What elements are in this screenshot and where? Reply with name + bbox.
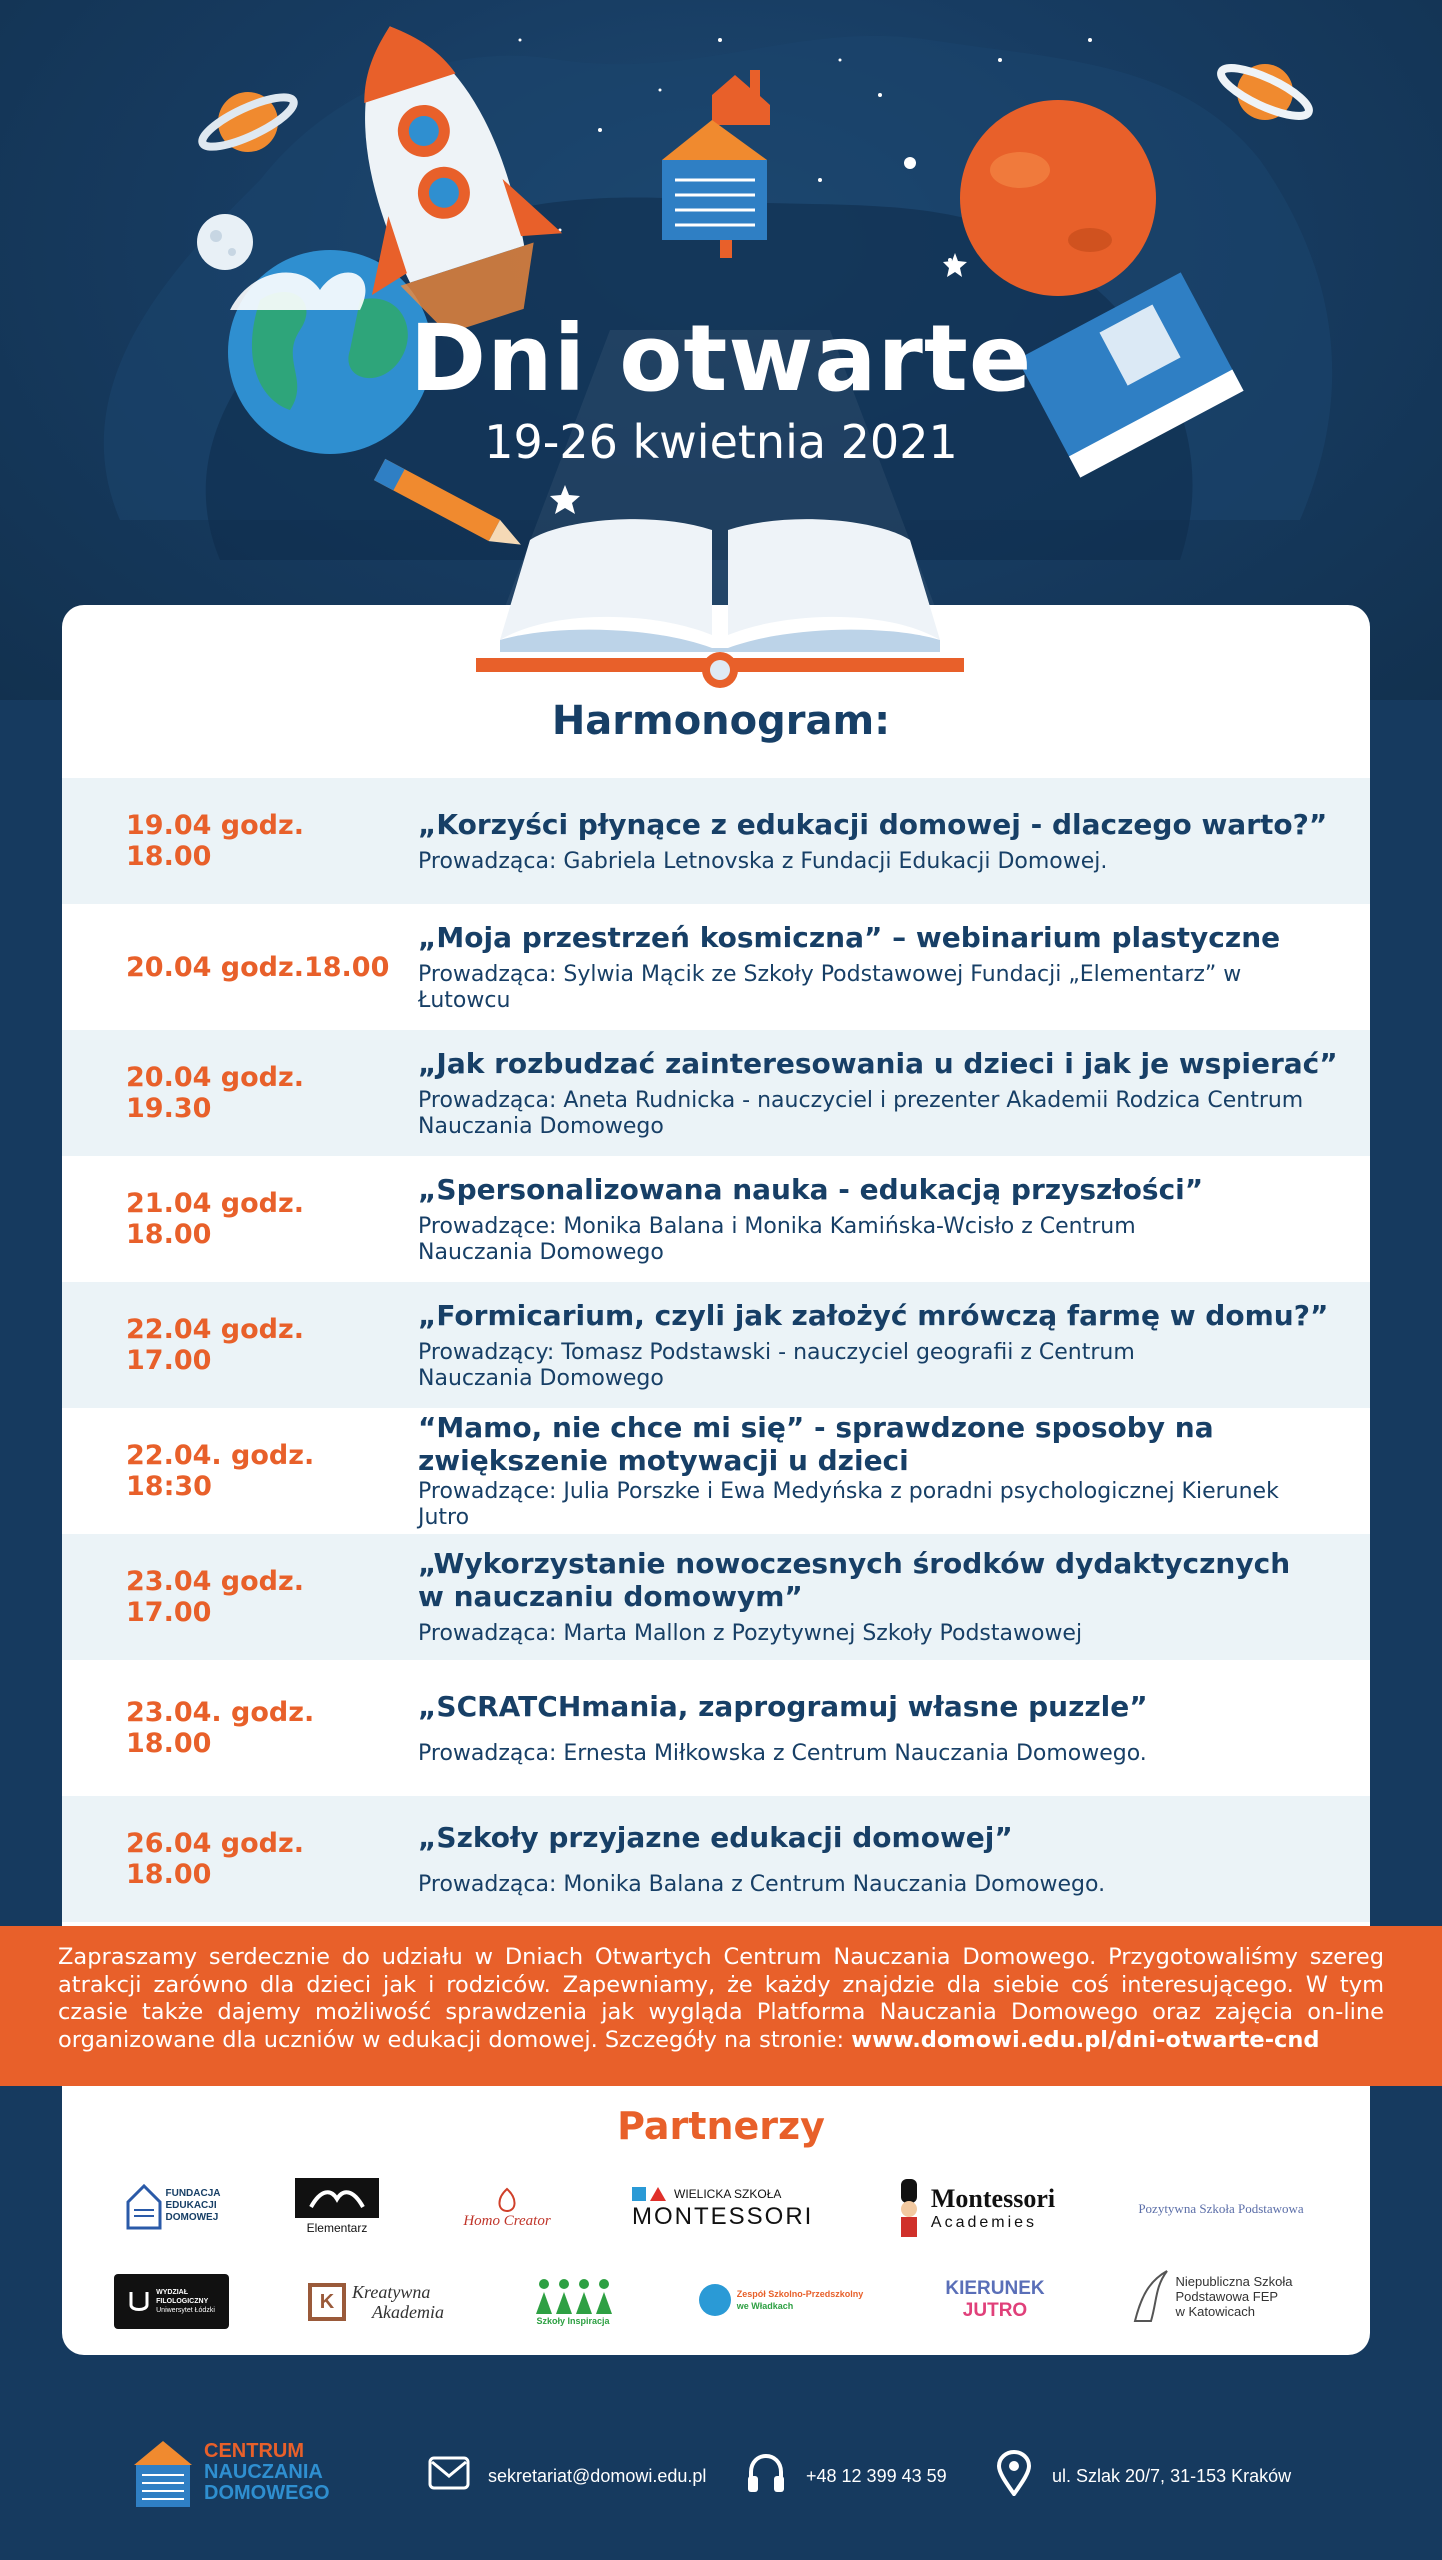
event-host: Prowadząca: Marta Mallon z Pozytywnej Szkoły Podstawowej [418,1621,1083,1646]
hero-title: Dni otwarte [409,305,1033,412]
event-title: „Szkoły przyjazne edukacji domowej” [418,1820,1013,1854]
hero-date: 19-26 kwietnia 2021 [484,415,958,469]
logo-text: w Katowicach [1175,2303,1255,2319]
event-host: Prowadząca: Gabriela Letnovska z Fundacji Edukacji Domowej. [418,848,1108,874]
logo-text: MONTESSORI [632,2203,814,2230]
globe-small-icon [699,2284,731,2316]
footer-email[interactable]: sekretariat@domowi.edu.pl [488,2466,707,2486]
event-title: „SCRATCHmania, zaprogramuj własne puzzle” [418,1689,1148,1723]
event-host: Prowadząca: Ernesta Miłkowska z Centrum Nauczania Domowego. [418,1740,1147,1766]
footer-phone[interactable]: +48 12 399 43 59 [806,2466,947,2486]
event-date: 19.04 godz. 18.00 [126,810,304,872]
logo-text: EDUKACJI [165,2200,217,2211]
schedule-row [62,1408,1370,1534]
mail-icon [428,2456,470,2490]
partner-logo-inspiracja[interactable] [528,2268,618,2334]
partner-logo-pozytywna[interactable] [1126,2194,1316,2224]
logo-text: Academies [930,2214,1038,2231]
k-icon: K [308,2283,346,2321]
event-date: 22.04. godz. 18:30 [126,1440,315,1502]
flame-icon [492,2187,522,2213]
schedule-row [62,1796,1370,1922]
logo-text: Homo Creator [463,2212,551,2229]
partner-logo-filologiczny[interactable] [114,2274,229,2329]
logo-text: Zespół Szkolno-Przedszkolny [736,2289,864,2299]
logo-text: Szkoły Inspiracja [536,2316,610,2326]
schedule-row [62,1030,1370,1156]
ringed-planet-icon [1216,59,1315,125]
event-host: Prowadzące: Monika Balana i Monika Kamińska-Wcisło z Centrum Nauczania Domowego [418,1213,1136,1265]
elementarz-book-icon [295,2178,379,2218]
square-icon [632,2187,646,2201]
event-title: „Jak rozbudzać zainteresowania u dzieci i jak je wspierać” [418,1046,1338,1080]
logo-text: NAUCZANIA [204,2461,323,2483]
banner-link[interactable]: www.domowi.edu.pl/dni-otwarte-cnd [851,2026,1320,2053]
logo-text: Pozytywna Szkoła Podstawowa [1138,2201,1304,2216]
logo-text: we Władkach [736,2301,794,2311]
info-banner [0,1926,1442,2086]
schedule-row [62,1156,1370,1282]
bird-icon [1131,2267,1171,2325]
event-title: „Formicarium, czyli jak założyć mrówczą farmę w domu?” [418,1298,1329,1332]
logo-text: Montessori [930,2184,1056,2213]
event-date: 26.04 godz. 18.00 [126,1828,304,1890]
university-icon [128,2289,150,2315]
logo-text: Kreatywna [352,2282,431,2302]
cnd-logo-icon [130,2435,196,2511]
location-pin-icon [996,2450,1032,2496]
headphones-icon [746,2452,786,2494]
open-book-icon [470,510,970,690]
triangle-icon [650,2187,666,2201]
logo-text: Elementarz [306,2220,368,2235]
partner-logo-zespol[interactable] [686,2280,876,2320]
logo-text: FILOLOGICZNY [156,2298,209,2305]
schedule-title: Harmonogram: [551,698,891,744]
partners-title: Partnerzy [617,2104,825,2148]
event-host: Prowadzący: Tomasz Podstawski - nauczyciel geografii z Centrum Nauczania Domowego [418,1339,1135,1391]
schedule-list [62,778,1370,1922]
people-icon [532,2276,614,2316]
schedule-row [62,778,1370,904]
partner-logo-elementarz[interactable] [292,2176,382,2236]
schedule-row [62,1282,1370,1408]
event-date: 20.04 godz.18.00 [126,951,390,983]
partner-logo-homo-creator[interactable] [452,2180,562,2236]
schedule-row [62,904,1370,1030]
event-date: 20.04 godz. 19.30 [126,1062,304,1124]
partner-logo-montessori-academies[interactable] [880,2176,1070,2240]
fundacja-house-icon [126,2182,162,2230]
partner-logo-fep[interactable] [1124,2264,1300,2328]
soldier-icon [895,2179,923,2237]
partner-logo-fundacja[interactable] [118,2178,228,2234]
logo-text: Akademia [372,2302,444,2322]
logo-text: Niepubliczna Szkoła [1175,2273,1293,2289]
event-date: 22.04 godz. 17.00 [126,1314,304,1376]
logo-text: Uniwersytet Łódzki [156,2307,215,2314]
moon-icon [197,214,253,270]
schedule-row [62,1534,1370,1660]
logo-text: WIELICKA SZKOŁA [674,2187,782,2201]
event-host: Prowadzące: Julia Porszke i Ewa Medyńska z poradni psychologicznej Kierunek Jutro [418,1479,1279,1530]
logo-text: DOMOWEJ [165,2212,219,2223]
partner-logo-kreatywna[interactable] [286,2272,466,2332]
orange-planet-icon [960,100,1156,296]
planet-icon [197,88,299,156]
event-host: Prowadząca: Sylwia Mącik ze Szkoły Podstawowej Fundacji „Elementarz” w Łutowcu [418,961,1242,1013]
event-title: “Mamo, nie chce mi się” - sprawdzone sposoby na zwiększenie motywacji u dzieci [418,1411,1214,1477]
schedule-row [62,1660,1370,1796]
event-date: 23.04. godz. 18.00 [126,1697,315,1759]
logo-text: KIERUNEK [945,2278,1045,2299]
banner-text: Zapraszamy serdecznie do udziału w Dniach Otwartych Centrum Nauczania Domowego. Przygotowaliśmy szereg atrakcji zarówno dla dzieci jak i rodziców. Zapewniamy, że każdy znajdzie dla siebie coś interesującego. W tym czasie także dajemy możliwość sprawdzenia jak wygląda Platforma Nauczania Domowego oraz zajęcia on-line organizowane dla uczniów w edukacji domowej. Szczegóły na stronie: [58,1944,1384,2053]
event-title: „Korzyści płynące z edukacji domowej - dlaczego warto?” [418,807,1328,841]
partner-logo-wielicka[interactable] [632,2184,822,2234]
logo-text: CENTRUM [204,2440,304,2462]
event-date: 21.04 godz. 18.00 [126,1188,304,1250]
footer-logo[interactable] [130,2435,370,2515]
footer-address: ul. Szlak 20/7, 31-153 Kraków [1052,2466,1292,2486]
event-title: „Moja przestrzeń kosmiczna” – webinarium plastyczne [418,920,1281,954]
partner-logo-kierunek[interactable] [940,2274,1050,2326]
logo-text: JUTRO [962,2300,1028,2321]
logo-text: WYDZIAŁ [156,2289,189,2296]
logo-text: FUNDACJA [165,2188,221,2199]
logo-text: DOMOWEGO [204,2482,330,2504]
event-host: Prowadząca: Aneta Rudnicka - nauczyciel i prezenter Akademii Rodzica Centrum Nauczania Domowego [418,1087,1304,1139]
event-host: Prowadząca: Monika Balana z Centrum Nauczania Domowego. [418,1871,1106,1897]
event-title: „Wykorzystanie nowoczesnych środków dydaktycznych w nauczaniu domowym” [418,1547,1291,1613]
logo-text: Podstawowa FEP [1175,2288,1279,2304]
event-date: 23.04 godz. 17.00 [126,1566,304,1628]
event-title: „Spersonalizowana nauka - edukacją przyszłości” [418,1172,1204,1206]
